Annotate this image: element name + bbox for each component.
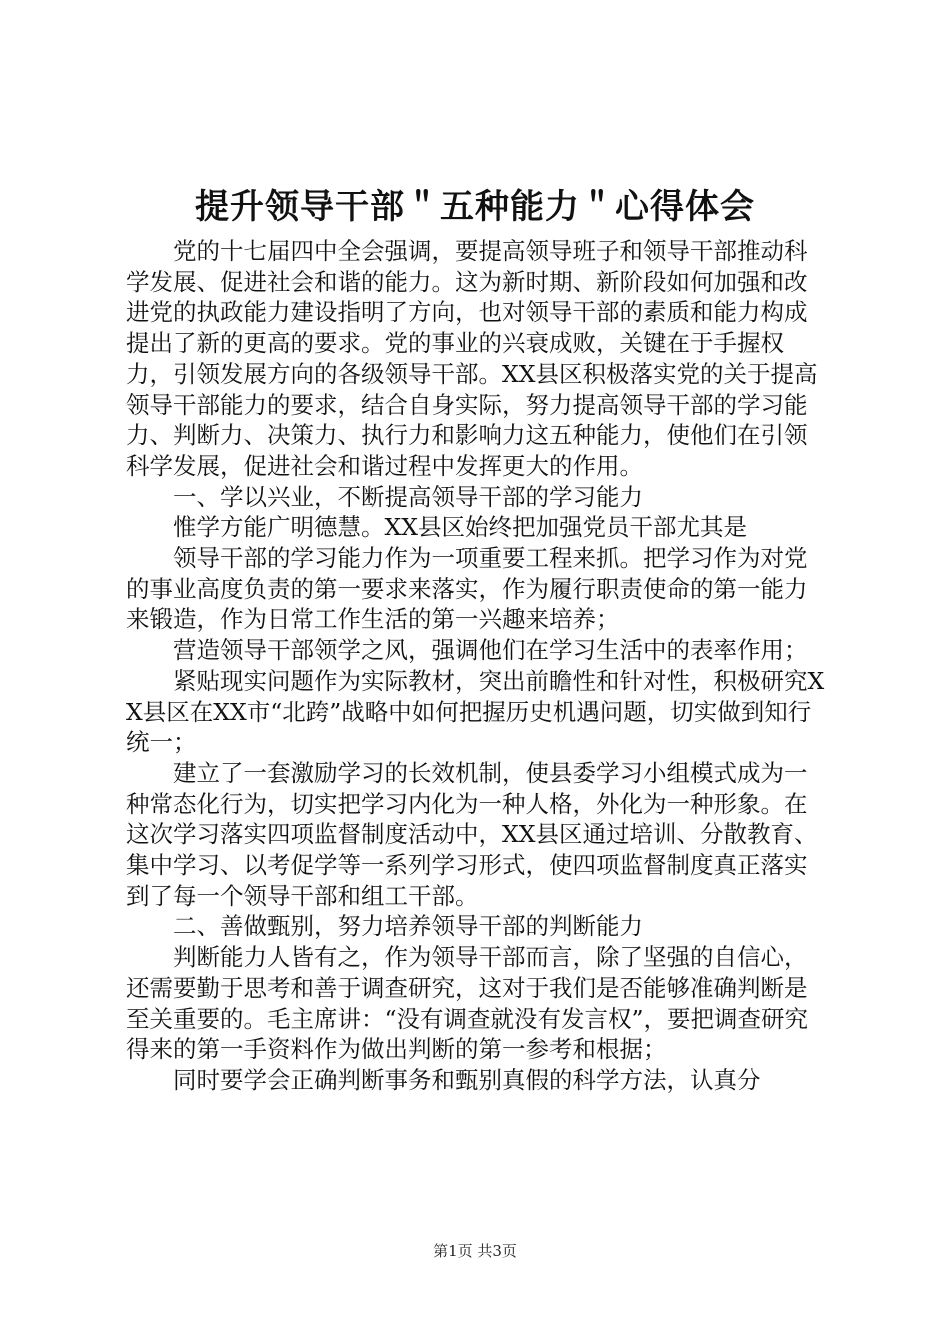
document-body — [126, 236, 826, 1096]
document-title: 提升领导干部＂五种能力＂心得体会 — [195, 187, 755, 227]
page-number-footer: 第1页 共3页 — [433, 1242, 517, 1260]
paragraph: 领导干部的学习能力作为一项重要工程来抓。把学习作为对党的事业高度负责的第一要求来落实，作为履行职责使命的第一能力来锻造，作为日常工作生活的第一兴趣来培养； — [126, 544, 808, 634]
paragraph-intro: 党的十七届四中全会强调，要提高领导班子和领导干部推动科学发展、促进社会和谐的能力。这为新时期、新阶段如何加强和改进党的执政能力建设指明了方向，也对领导干部的素质和能力构成提出了新的更高的要求。党的事业的兴衰成败，关键在于手握权力，引领发展方向的各级领导干部。XX县区积极落实党的关于提高领导干部能力的要求，结合自身实际，努力提高领导干部的学习能力、判断力、决策力、执行力和影响力这五种能力，使他们在引领科学发展，促进社会和谐过程中发挥更大的作用。 — [126, 237, 818, 480]
section-heading-2: 二、善做甄别，努力培养领导干部的判断能力 — [173, 912, 643, 941]
paragraph: 同时要学会正确判断事务和甄别真假的科学方法，认真分 — [173, 1065, 761, 1094]
paragraph: 惟学方能广明德慧。XX县区始终把加强党员干部尤其是 — [173, 513, 747, 542]
paragraph: 判断能力人皆有之，作为领导干部而言，除了坚强的自信心，还需要勤于思考和善于调查研究，这对于我们是否能够准确判断是至关重要的。毛主席讲：“没有调查就没有发言权”，要把调查研究得来的第一手资料作为做出判断的第一参考和根据； — [126, 943, 809, 1064]
paragraph: 建立了一套激励学习的长效机制，使县委学习小组模式成为一种常态化行为，切实把学习内化为一种人格，外化为一种形象。在这次学习落实四项监督制度活动中，XX县区通过培训、分散教育、集中学习、以考促学等一系列学习形式，使四项监督制度真正落实到了每一个领导干部和组工干部。 — [126, 758, 818, 910]
section-heading-1: 一、学以兴业，不断提高领导干部的学习能力 — [173, 482, 643, 511]
paragraph: 紧贴现实问题作为实际教材，突出前瞻性和针对性，积极研究XX县区在XX市“北跨”战略中如何把握历史机遇问题，切实做到知行统一； — [126, 666, 825, 757]
paragraph: 营造领导干部领学之风，强调他们在学习生活中的表率作用； — [173, 636, 808, 665]
